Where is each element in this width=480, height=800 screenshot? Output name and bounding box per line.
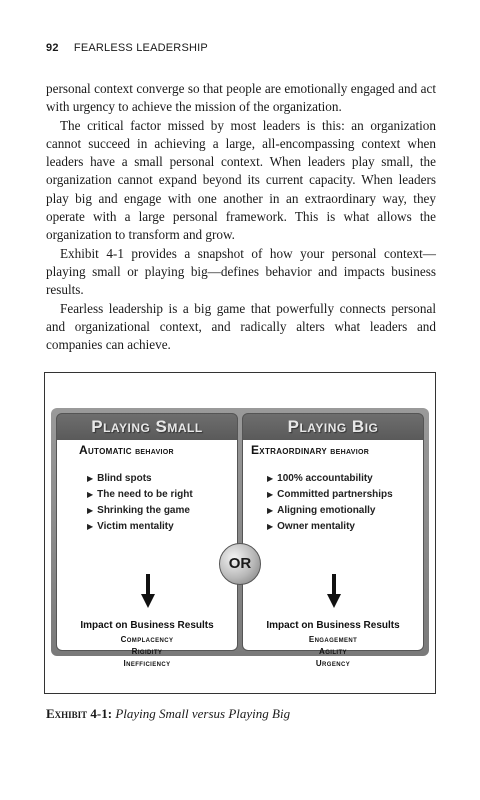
list-item: ▶ Aligning emotionally [267, 505, 376, 516]
or-badge: OR [219, 543, 261, 585]
triangle-bullet-icon: ▶ [87, 474, 94, 483]
list-item: ▶ Shrinking the game [87, 505, 190, 516]
running-head-title: FEARLESS LEADERSHIP [73, 42, 208, 54]
exhibit-frame [44, 372, 436, 694]
triangle-bullet-icon: ▶ [267, 474, 274, 483]
impact-section [243, 620, 423, 670]
list-item: ▶ 100% accountability [267, 473, 373, 484]
panel-subtitle: Extraordinary behavior [251, 443, 370, 457]
down-arrow-icon [141, 574, 155, 608]
impact-item: Urgency [315, 659, 351, 668]
paragraph: Exhibit 4-1 provides a snapshot of how your personal context—playing small or playing big—defines behavior and impacts business results. [46, 245, 436, 298]
impact-title: Impact on Business Results [266, 620, 400, 631]
impact-item: Rigidity [131, 647, 163, 656]
behavior-list [243, 471, 423, 535]
list-item: ▶ Victim mentality [87, 521, 174, 532]
list-item: ▶ Owner mentality [267, 521, 355, 532]
panel-subtitle: Automatic behavior [79, 443, 174, 457]
impact-title: Impact on Business Results [80, 620, 214, 631]
impact-item: Agility [319, 647, 347, 656]
exhibit-diagram [51, 408, 429, 668]
caption-label: Exhibit 4-1: [46, 706, 113, 721]
behavior-list [57, 471, 237, 535]
caption-text: Playing Small versus Playing Big [115, 706, 291, 721]
list-item: ▶ Blind spots [87, 473, 152, 484]
triangle-bullet-icon: ▶ [87, 506, 94, 515]
playing-small-panel [56, 413, 238, 668]
body-text [46, 80, 436, 354]
triangle-bullet-icon: ▶ [267, 490, 274, 499]
exhibit-caption [46, 706, 290, 722]
paragraph: Fearless leadership is a big game that powerfully connects personal and organizational context, and radically alters what leaders and companies can achieve. [46, 300, 436, 353]
impact-item: Engagement [308, 635, 358, 644]
list-item: ▶ Committed partnerships [267, 489, 393, 500]
triangle-bullet-icon: ▶ [87, 522, 94, 531]
panel-title: Playing Big [287, 417, 379, 436]
triangle-bullet-icon: ▶ [267, 506, 274, 515]
impact-section [57, 620, 237, 670]
paragraph: The critical factor missed by most leaders is this: an organization cannot succeed in achieving a large, all-encompassing context when leaders have a small personal context. When leaders play small, the organization cannot expand beyond its current capacity. When leaders play big and engage with one another in an extraordinary way, they operate with a large personal framework. This is what allows the organization to transform and grow. [46, 117, 436, 243]
page-number: 92 [46, 42, 59, 54]
impact-item: Inefficiency [123, 659, 171, 668]
panel-title: Playing Small [91, 417, 203, 436]
list-item: ▶ The need to be right [87, 489, 193, 500]
down-arrow-icon [327, 574, 341, 608]
triangle-bullet-icon: ▶ [267, 522, 274, 531]
running-head [46, 42, 208, 54]
paragraph: personal context converge so that people are emotionally engaged and act with urgency to achieve the mission of the organization. [46, 81, 436, 115]
impact-item: Complacency [120, 635, 174, 644]
triangle-bullet-icon: ▶ [87, 490, 94, 499]
playing-big-panel [242, 413, 424, 668]
